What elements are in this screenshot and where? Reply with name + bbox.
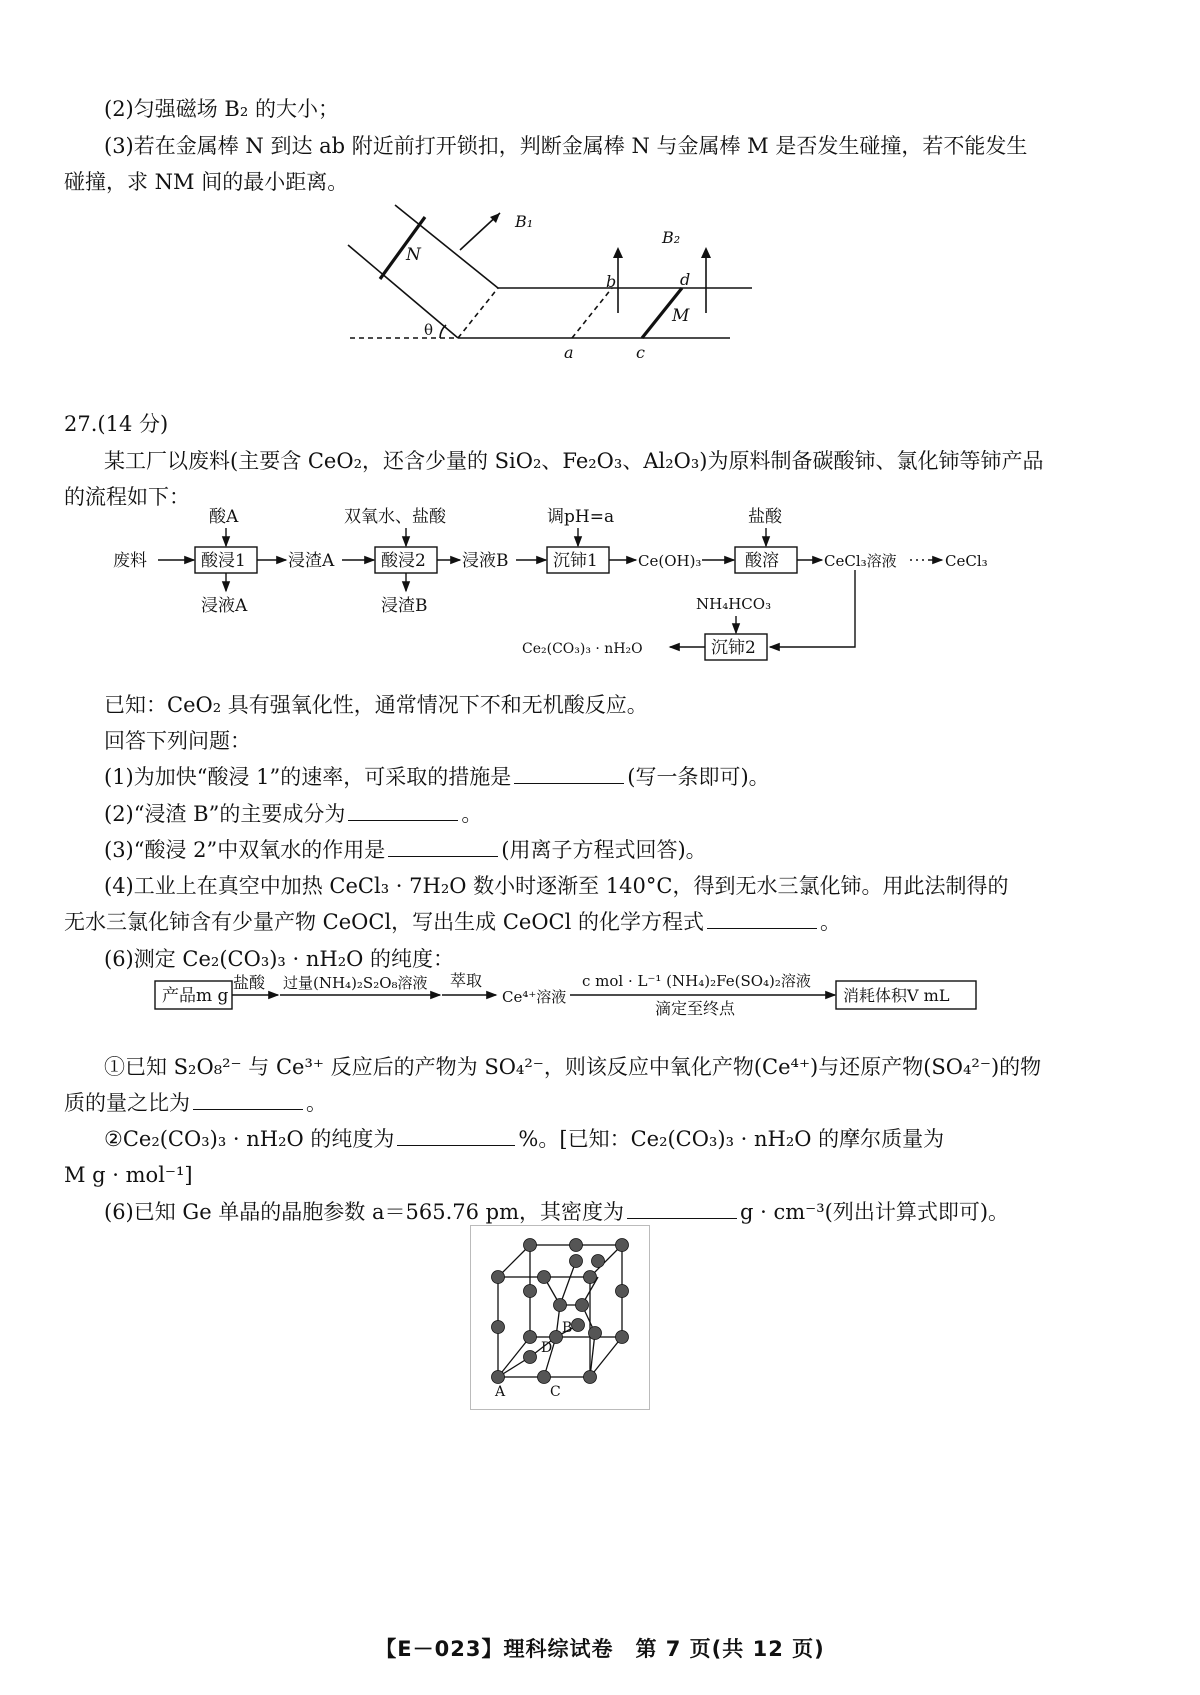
rail-figure [340,195,760,370]
q27-c2-note: %。[已知：Ce₂(CO₃)₃ · nH₂O 的摩尔质量为 [518,1127,945,1151]
titr-ce4: Ce⁴⁺溶液 [502,988,567,1006]
q27-known: 已知：CeO₂ 具有强氧化性，通常情况下不和无机酸反应。 [104,693,648,717]
page-footer: 【E－023】理科综试卷 第 7 页(共 12 页) [375,1637,825,1661]
q27-sub2 [104,799,482,829]
q27-sub4-end: 。 [820,910,842,934]
q26-part3-line2: 碰撞，求 NM 间的最小距离。 [64,170,349,194]
flow-h2o2-hcl: 双氧水、盐酸 [344,507,446,527]
flow-hcl: 盐酸 [748,507,782,527]
q27-intro-line2: 的流程如下： [64,485,190,509]
q27-c1-line1: ①已知 S₂O₈²⁻ 与 Ce³⁺ 反应后的产物为 SO₄²⁻，则该反应中氧化产物(Ce⁴⁺)与还原产物(SO₄²⁻)的物 [104,1055,1042,1079]
flow-cecl3-solution: CeCl₃溶液 [824,552,897,570]
q27-c2-line1 [104,1124,944,1154]
flow-ceoh3: Ce(OH)₃ [638,552,702,570]
b1-label: B₁ [515,212,534,231]
q27-sub2-text: (2)“浸渣 B”的主要成分为 [104,802,346,826]
titration-flowchart [150,968,1050,1028]
q27-c2-text: ②Ce₂(CO₃)₃ · nH₂O 的纯度为 [104,1127,395,1151]
q27-c1-end: 。 [306,1091,327,1115]
titr-extract: 萃取 [450,971,483,990]
rod-n-label: N [406,245,421,265]
q27-sub3-note: (用离子方程式回答)。 [501,838,707,862]
flow-precip2: 沉铈2 [711,638,756,658]
point-d-label: d [680,270,691,289]
b2-label: B₂ [662,228,681,247]
titr-result: 消耗体积V mL [843,986,950,1005]
q27-sub1-note: (写一条即可)。 [627,765,770,789]
point-b-label: b [606,272,617,291]
rod-m-label: M [672,306,690,326]
titr-persulfate: 过量(NH₄)₂S₂O₈溶液 [283,974,428,992]
q27-c2-line2: M g · mol⁻¹] [64,1163,193,1187]
q27-header: 27.(14 分) [64,412,169,436]
answer-blank-1[interactable] [514,763,624,784]
flow-leach1: 酸浸1 [201,551,246,571]
q27-sub6-title: (6)测定 Ce₂(CO₃)₃ · nH₂O 的纯度： [104,947,455,971]
flow-adjust-ph: 调pH=a [547,507,615,527]
q27-sub3 [104,835,707,865]
q27-sub6b-unit: g · cm⁻³(列出计算式即可)。 [740,1200,1010,1224]
q27-c1-text: 质的量之比为 [64,1091,190,1115]
q27-sub4-line2 [64,907,841,937]
titr-hcl: 盐酸 [233,973,266,992]
q26-part2: (2)匀强磁场 B₂ 的大小； [104,97,339,121]
flow-product: Ce₂(CO₃)₃ · nH₂O [522,641,643,657]
q27-c1-line2 [64,1088,327,1118]
answer-blank-5[interactable] [193,1089,303,1110]
titr-titrant: c mol · L⁻¹ (NH₄)₂Fe(SO₄)₂溶液 [582,972,811,990]
q27-sub2-end: 。 [461,802,483,826]
flow-residue-a: 浸渣A [288,551,335,571]
titr-start: 产品m g [162,986,229,1006]
atom-d-label: D [541,1340,553,1356]
point-a-label: a [564,343,574,362]
theta-label: θ [424,321,434,339]
flow-residue-b: 浸渣B [381,596,428,616]
flow-cecl3: CeCl₃ [945,552,988,570]
answer-blank-3[interactable] [388,836,498,857]
answer-blank-6[interactable] [397,1125,515,1146]
flow-nh4hco3: NH₄HCO₃ [696,595,772,613]
flow-waste: 废料 [113,551,147,571]
flow-leachate-a: 浸液A [201,596,248,616]
q27-sub4-text: 无水三氯化铈含有少量产物 CeOCl，写出生成 CeOCl 的化学方程式 [64,910,705,934]
q26-part3-line1: (3)若在金属棒 N 到达 ab 附近前打开锁扣，判断金属棒 N 与金属棒 M 是否发生碰撞，若不能发生 [104,134,1028,158]
q27-intro-line1: 某工厂以废料(主要含 CeO₂，还含少量的 SiO₂、Fe₂O₃、Al₂O₃)为原料制备碳酸铈、氯化铈等铈产品 [104,449,1044,473]
flow-leachate-b: 浸液B [462,551,509,571]
flow-precip1: 沉铈1 [553,551,598,571]
titr-endpoint: 滴定至终点 [655,999,736,1018]
q27-sub6b [104,1197,1009,1227]
process-flowchart [110,500,1030,675]
q27-sub1-text: (1)为加快“酸浸 1”的速率，可采取的措施是 [104,765,512,789]
q27-sub6b-text: (6)已知 Ge 单晶的晶胞参数 a＝565.76 pm，其密度为 [104,1200,625,1224]
flow-acid-dissolve: 酸溶 [745,551,779,571]
q27-sub1 [104,762,770,792]
q27-answer-prompt: 回答下列问题： [104,729,251,753]
answer-blank-7[interactable] [627,1198,737,1219]
atom-b-label: B [562,1320,573,1336]
q27-sub3-text: (3)“酸浸 2”中双氧水的作用是 [104,838,386,862]
crystal-cell-figure [470,1225,650,1410]
q27-sub4-line1: (4)工业上在真空中加热 CeCl₃ · 7H₂O 数小时逐渐至 140°C，得到无水三氯化铈。用此法制得的 [104,874,1009,898]
flow-acid-a: 酸A [209,507,239,527]
flow-leach2: 酸浸2 [381,551,426,571]
point-c-label: c [636,343,645,362]
answer-blank-2[interactable] [348,800,458,821]
answer-blank-4[interactable] [707,908,817,929]
atom-c-label: C [550,1384,561,1400]
atom-a-label: A [495,1384,506,1400]
